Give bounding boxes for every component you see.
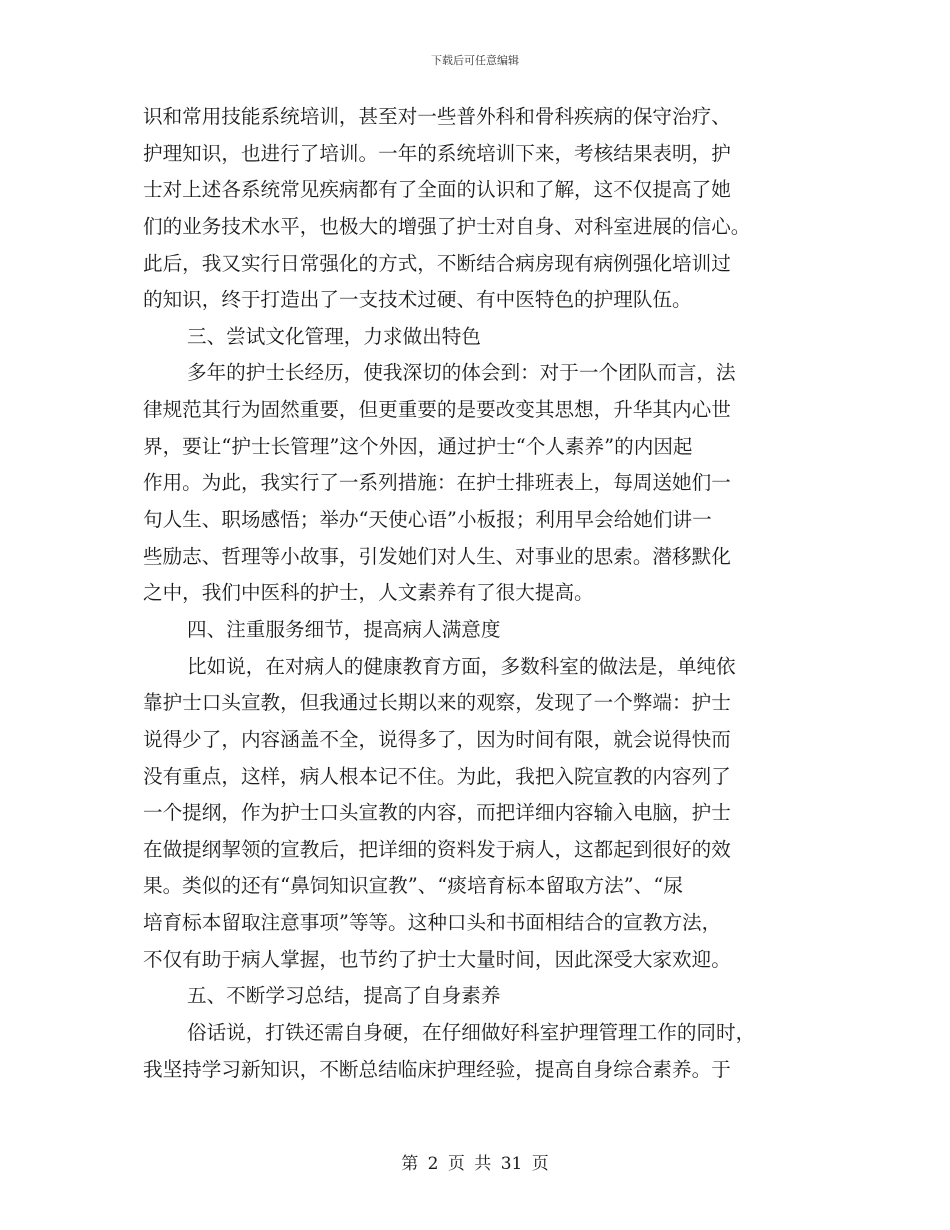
body-line: 俗话说，打铁还需自身硬，在仔细做好科室护理管理工作的同时， xyxy=(187,1021,756,1045)
body-line: 律规范其行为固然重要，但更重要的是要改变其思想，升华其内心世 xyxy=(143,398,731,422)
body-line: 没有重点，这样，病人根本记不住。为此，我把入院宣教的内容列了 xyxy=(143,764,731,788)
body-line: 比如说，在对病人的健康教育方面，多数科室的做法是，单纯依 xyxy=(187,654,736,678)
body-line: 一个提纲，作为护士口头宣教的内容，而把详细内容输入电脑，护士 xyxy=(143,801,731,825)
body-line: 士对上述各系统常见疾病都有了全面的认识和了解，这不仅提高了她 xyxy=(143,178,731,202)
body-line: 识和常用技能系统培训，甚至对一些普外科和骨科疾病的保守治疗、 xyxy=(143,105,731,128)
body-line: 我坚持学习新知识，不断总结临床护理经验，提高自身综合素养。于 xyxy=(143,1057,731,1081)
section-heading: 四、注重服务细节，提高病人满意度 xyxy=(187,617,501,641)
body-line: 说得少了，内容涵盖不全，说得多了，因为时间有限，就会说得快而 xyxy=(143,727,731,751)
body-line: 句人生、职场感悟；举办“天使心语”小板报；利用早会给她们讲一 xyxy=(143,508,712,532)
body-line: 不仅有助于病人掌握，也节约了护士大量时间，因此深受大家欢迎。 xyxy=(143,947,731,971)
section-heading: 三、尝试文化管理，力求做出特色 xyxy=(187,324,481,348)
body-line: 作用。为此，我实行了一系列措施：在护士排班表上，每周送她们一 xyxy=(143,471,731,495)
section-heading: 五、不断学习总结，提高了自身素养 xyxy=(187,984,501,1008)
body-line: 靠护士口头宣教，但我通过长期以来的观察，发现了一个弊端：护士 xyxy=(143,691,731,715)
body-line: 们的业务技术水平，也极大的增强了护士对自身、对科室进展的信心。 xyxy=(143,214,751,238)
header-note: 下载后可任意编辑 xyxy=(431,54,519,67)
body-line: 果。类似的还有“鼻饲知识宣教”、“痰培育标本留取方法”、“尿 xyxy=(143,874,683,898)
body-line: 在做提纲挈领的宣教后，把详细的资料发于病人，这都起到很好的效 xyxy=(143,837,731,861)
body-line: 界，要让“护士长管理”这个外因，通过护士“个人素养”的内因起 xyxy=(143,434,693,458)
body-line: 多年的护士长经历，使我深切的体会到：对于一个团队而言，法 xyxy=(187,361,736,385)
body-line: 之中，我们中医科的护士，人文素养有了很大提高。 xyxy=(143,581,594,605)
body-line: 此后，我又实行日常强化的方式，不断结合病房现有病例强化培训过 xyxy=(143,251,731,275)
document-body xyxy=(143,99,807,1088)
body-line: 培育标本留取注意事项”等等。这种口头和书面相结合的宣教方法， xyxy=(143,911,722,935)
body-line: 的知识，终于打造出了一支技术过硬、有中医特色的护理队伍。 xyxy=(143,288,692,312)
body-line: 护理知识，也进行了培训。一年的系统培训下来，考核结果表明，护 xyxy=(143,141,731,165)
page-number-footer: 第 2 页 共 31 页 xyxy=(401,1154,549,1174)
body-line: 些励志、哲理等小故事，引发她们对人生、对事业的思索。潜移默化 xyxy=(143,544,731,568)
